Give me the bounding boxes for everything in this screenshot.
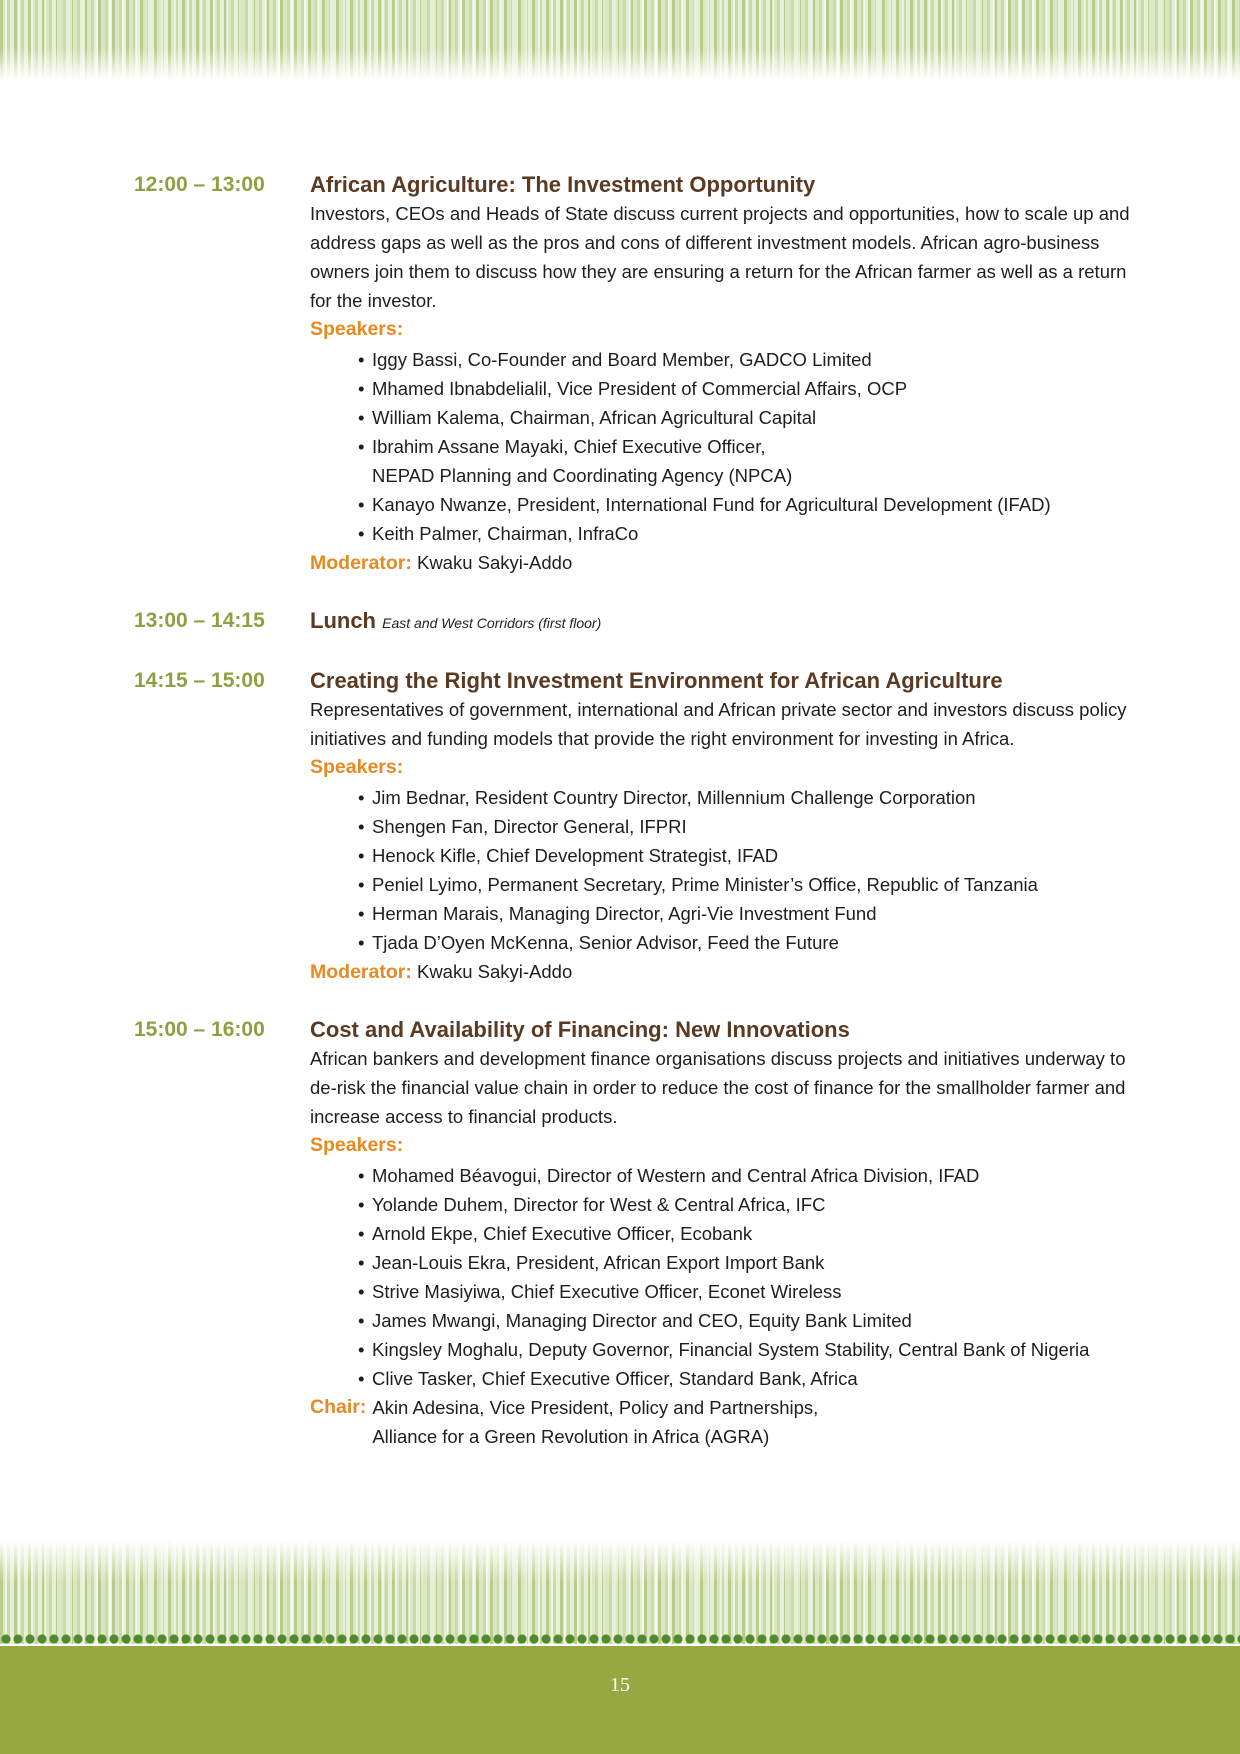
speakers-label: Speakers: xyxy=(310,1134,404,1156)
speaker-item: • Arnold Ekpe, Chief Executive Officer, Ecobank xyxy=(358,1219,1140,1248)
speaker-item: • Clive Tasker, Chief Executive Officer, Standard Bank, Africa xyxy=(358,1364,1140,1393)
speaker-item: • Mhamed Ibnabdelialil, Vice President of Commercial Affairs, OCP xyxy=(358,374,1140,403)
session-description: African bankers and development finance organisations discuss projects and initiatives underway to de-risk the financial value chain in order to reduce the cost of finance for the smallholder farmer and increase access to financial products. xyxy=(310,1048,1126,1127)
speaker-item: • Peniel Lyimo, Permanent Secretary, Prime Minister’s Office, Republic of Tanzania xyxy=(358,870,1140,899)
moderator-line xyxy=(310,957,1140,987)
session-time: 12:00 – 13:00 xyxy=(134,173,265,196)
speaker-item: • Shengen Fan, Director General, IFPRI xyxy=(358,812,1140,841)
speakers-label: Speakers: xyxy=(310,756,404,778)
speaker-list xyxy=(310,345,1140,548)
moderator-label: Moderator: xyxy=(310,552,412,574)
chair-line xyxy=(310,1393,1140,1451)
dotted-border xyxy=(0,1632,1240,1646)
footer-bar xyxy=(0,1646,1240,1754)
session-time: 15:00 – 16:00 xyxy=(134,1018,265,1041)
speaker-item-line1: Ibrahim Assane Mayaki, Chief Executive Officer, xyxy=(372,436,766,457)
speaker-item: • James Mwangi, Managing Director and CEO, Equity Bank Limited xyxy=(358,1306,1140,1335)
speaker-list xyxy=(310,1161,1140,1393)
speaker-item: • Keith Palmer, Chairman, InfraCo xyxy=(358,519,1140,548)
session-description: Investors, CEOs and Heads of State discuss current projects and opportunities, how to scale up and address gaps as well as the pros and cons of different investment models. African agro-business owners join them to discuss how they are ensuring a return for the African farmer as well as a return for the investor. xyxy=(310,203,1130,311)
session-title: Creating the Right Investment Environment for African Agriculture xyxy=(310,668,1003,693)
session-title: Cost and Availability of Financing: New Innovations xyxy=(310,1017,850,1042)
session-investment-environment xyxy=(0,666,1240,987)
page-number: 15 xyxy=(610,1674,630,1696)
chair-label: Chair: xyxy=(310,1396,367,1418)
speaker-item: • Jean-Louis Ekra, President, African Export Import Bank xyxy=(358,1248,1140,1277)
chair-details xyxy=(372,1393,818,1451)
session-body xyxy=(310,606,1140,638)
speaker-item: • Strive Masiyiwa, Chief Executive Officer, Econet Wireless xyxy=(358,1277,1140,1306)
session-financing-innovations xyxy=(0,1015,1240,1451)
chair-name-line1: Akin Adesina, Vice President, Policy and Partnerships, xyxy=(372,1397,819,1418)
speaker-item: • Kingsley Moghalu, Deputy Governor, Financial System Stability, Central Bank of Nigeria xyxy=(358,1335,1140,1364)
session-body xyxy=(310,1015,1140,1451)
session-time: 13:00 – 14:15 xyxy=(134,609,265,632)
agenda xyxy=(0,170,1240,1479)
speaker-item: • Iggy Bassi, Co-Founder and Board Member, GADCO Limited xyxy=(358,345,1140,374)
moderator-label: Moderator: xyxy=(310,961,412,983)
speakers-heading xyxy=(310,315,1140,345)
speakers-heading xyxy=(310,1131,1140,1161)
session-description: Representatives of government, international and African private sector and investors discuss policy initiatives and funding models that provide the right environment for investing in Africa. xyxy=(310,699,1127,749)
speakers-heading xyxy=(310,753,1140,783)
bottom-decorative-band xyxy=(0,1540,1240,1644)
speaker-item: • Mohamed Béavogui, Director of Western and Central Africa Division, IFAD xyxy=(358,1161,1140,1190)
speaker-item: • Herman Marais, Managing Director, Agri-Vie Investment Fund xyxy=(358,899,1140,928)
session-lunch xyxy=(0,606,1240,638)
speaker-item: • Henock Kifle, Chief Development Strategist, IFAD xyxy=(358,841,1140,870)
session-title: African Agriculture: The Investment Opportunity xyxy=(310,172,816,197)
top-decorative-band xyxy=(0,0,1240,80)
speaker-item: • Yolande Duhem, Director for West & Central Africa, IFC xyxy=(358,1190,1140,1219)
session-title: Lunch xyxy=(310,608,376,633)
session-investment-opportunity xyxy=(0,170,1240,578)
speaker-item: • William Kalema, Chairman, African Agricultural Capital xyxy=(358,403,1140,432)
speaker-item: • Kanayo Nwanze, President, International Fund for Agricultural Development (IFAD) xyxy=(358,490,1140,519)
location-note: East and West Corridors (first floor) xyxy=(382,615,602,631)
session-time: 14:15 – 15:00 xyxy=(134,669,265,692)
speaker-item: • Jim Bednar, Resident Country Director, Millennium Challenge Corporation xyxy=(358,783,1140,812)
speaker-list xyxy=(310,783,1140,957)
session-title-line xyxy=(310,606,1140,638)
speakers-label: Speakers: xyxy=(310,318,404,340)
chair-name-line2: Alliance for a Green Revolution in Africa (AGRA) xyxy=(372,1426,770,1447)
moderator-name: Kwaku Sakyi-Addo xyxy=(416,552,573,573)
moderator-name: Kwaku Sakyi-Addo xyxy=(416,961,573,982)
session-body xyxy=(310,170,1140,578)
speaker-item: • Tjada D’Oyen McKenna, Senior Advisor, Feed the Future xyxy=(358,928,1140,957)
moderator-line xyxy=(310,548,1140,578)
speaker-item xyxy=(358,432,1140,490)
session-body xyxy=(310,666,1140,987)
speaker-item-line2: NEPAD Planning and Coordinating Agency (NPCA) xyxy=(372,465,793,486)
